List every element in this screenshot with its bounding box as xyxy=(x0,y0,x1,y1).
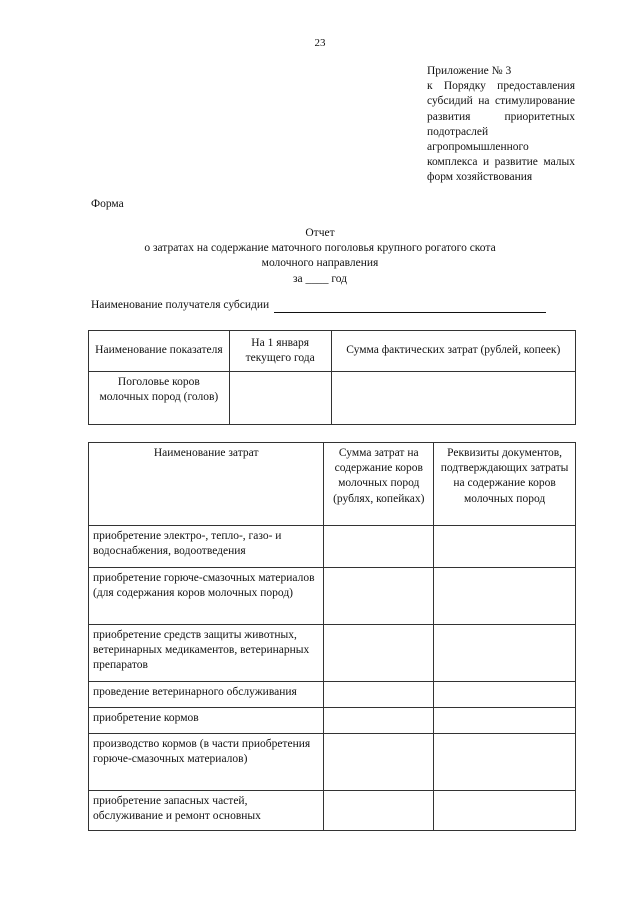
form-label: Форма xyxy=(91,198,124,210)
empty-cell[interactable] xyxy=(434,708,576,734)
empty-cell[interactable] xyxy=(331,372,575,425)
row-label: приобретение электро-, тепло-, газо- и водоснабжения, водоотведения xyxy=(89,526,324,568)
table-header-cell: Сумма фактических затрат (рублей, копеек) xyxy=(331,331,575,372)
table-row xyxy=(89,708,576,734)
table-row xyxy=(89,791,576,831)
appendix-text: к Порядку предоставления субсидий на стимулирование развития приоритетных подотраслей агропромышленного комплекса и развитие малых форм хозяйствования xyxy=(427,80,575,184)
livestock-table xyxy=(88,330,576,425)
empty-cell[interactable] xyxy=(434,734,576,791)
appendix-block xyxy=(427,64,575,185)
table-row xyxy=(89,682,576,708)
empty-cell[interactable] xyxy=(434,682,576,708)
table-row xyxy=(89,734,576,791)
table-row xyxy=(89,526,576,568)
table-row xyxy=(89,372,576,425)
table-header-cell: Реквизиты документов, подтверждающих затраты на содержание коров молочных пород xyxy=(434,443,576,526)
empty-cell[interactable] xyxy=(434,625,576,682)
table-header-row xyxy=(89,443,576,526)
table-header-cell: Наименование показателя xyxy=(89,331,230,372)
report-title xyxy=(0,226,640,287)
row-label: проведение ветеринарного обслуживания xyxy=(89,682,324,708)
table-header-cell: Наименование затрат xyxy=(89,443,324,526)
row-label: приобретение кормов xyxy=(89,708,324,734)
expenses-table xyxy=(88,442,576,831)
empty-cell[interactable] xyxy=(324,708,434,734)
table-header-cell: На 1 января текущего года xyxy=(229,331,331,372)
report-title-line: Отчет xyxy=(305,227,335,239)
empty-cell[interactable] xyxy=(434,568,576,625)
report-title-line: молочного направления xyxy=(261,257,379,270)
empty-cell[interactable] xyxy=(324,526,434,568)
empty-cell[interactable] xyxy=(434,791,576,831)
appendix-title: Приложение № 3 xyxy=(427,65,512,77)
table-row xyxy=(89,625,576,682)
report-title-line: о затратах на содержание маточного поголовья крупного рогатого скота xyxy=(144,242,496,255)
row-label: производство кормов (в части приобретения горюче-смазочных материалов) xyxy=(89,734,324,791)
empty-cell[interactable] xyxy=(324,734,434,791)
empty-cell[interactable] xyxy=(324,682,434,708)
page-number: 23 xyxy=(314,37,326,49)
empty-cell[interactable] xyxy=(324,625,434,682)
recipient-label: Наименование получателя субсидии xyxy=(91,299,270,311)
recipient-field xyxy=(91,298,571,313)
recipient-blank-line[interactable] xyxy=(274,300,546,313)
empty-cell[interactable] xyxy=(324,568,434,625)
row-label: приобретение средств защиты животных, ветеринарных медикаментов, ветеринарных препаратов xyxy=(89,625,324,682)
empty-cell[interactable] xyxy=(434,526,576,568)
empty-cell[interactable] xyxy=(229,372,331,425)
row-label: приобретение горюче-смазочных материалов (для содержания коров молочных пород) xyxy=(89,568,324,625)
report-title-line: за ____ год xyxy=(292,272,348,285)
table-row xyxy=(89,568,576,625)
row-label: приобретение запасных частей, обслуживание и ремонт основных xyxy=(89,791,324,831)
row-label: Поголовье коров молочных пород (голов) xyxy=(89,372,230,425)
table-header-cell: Сумма затрат на содержание коров молочных пород (рублях, копейках) xyxy=(324,443,434,526)
table-header-row xyxy=(89,331,576,372)
empty-cell[interactable] xyxy=(324,791,434,831)
